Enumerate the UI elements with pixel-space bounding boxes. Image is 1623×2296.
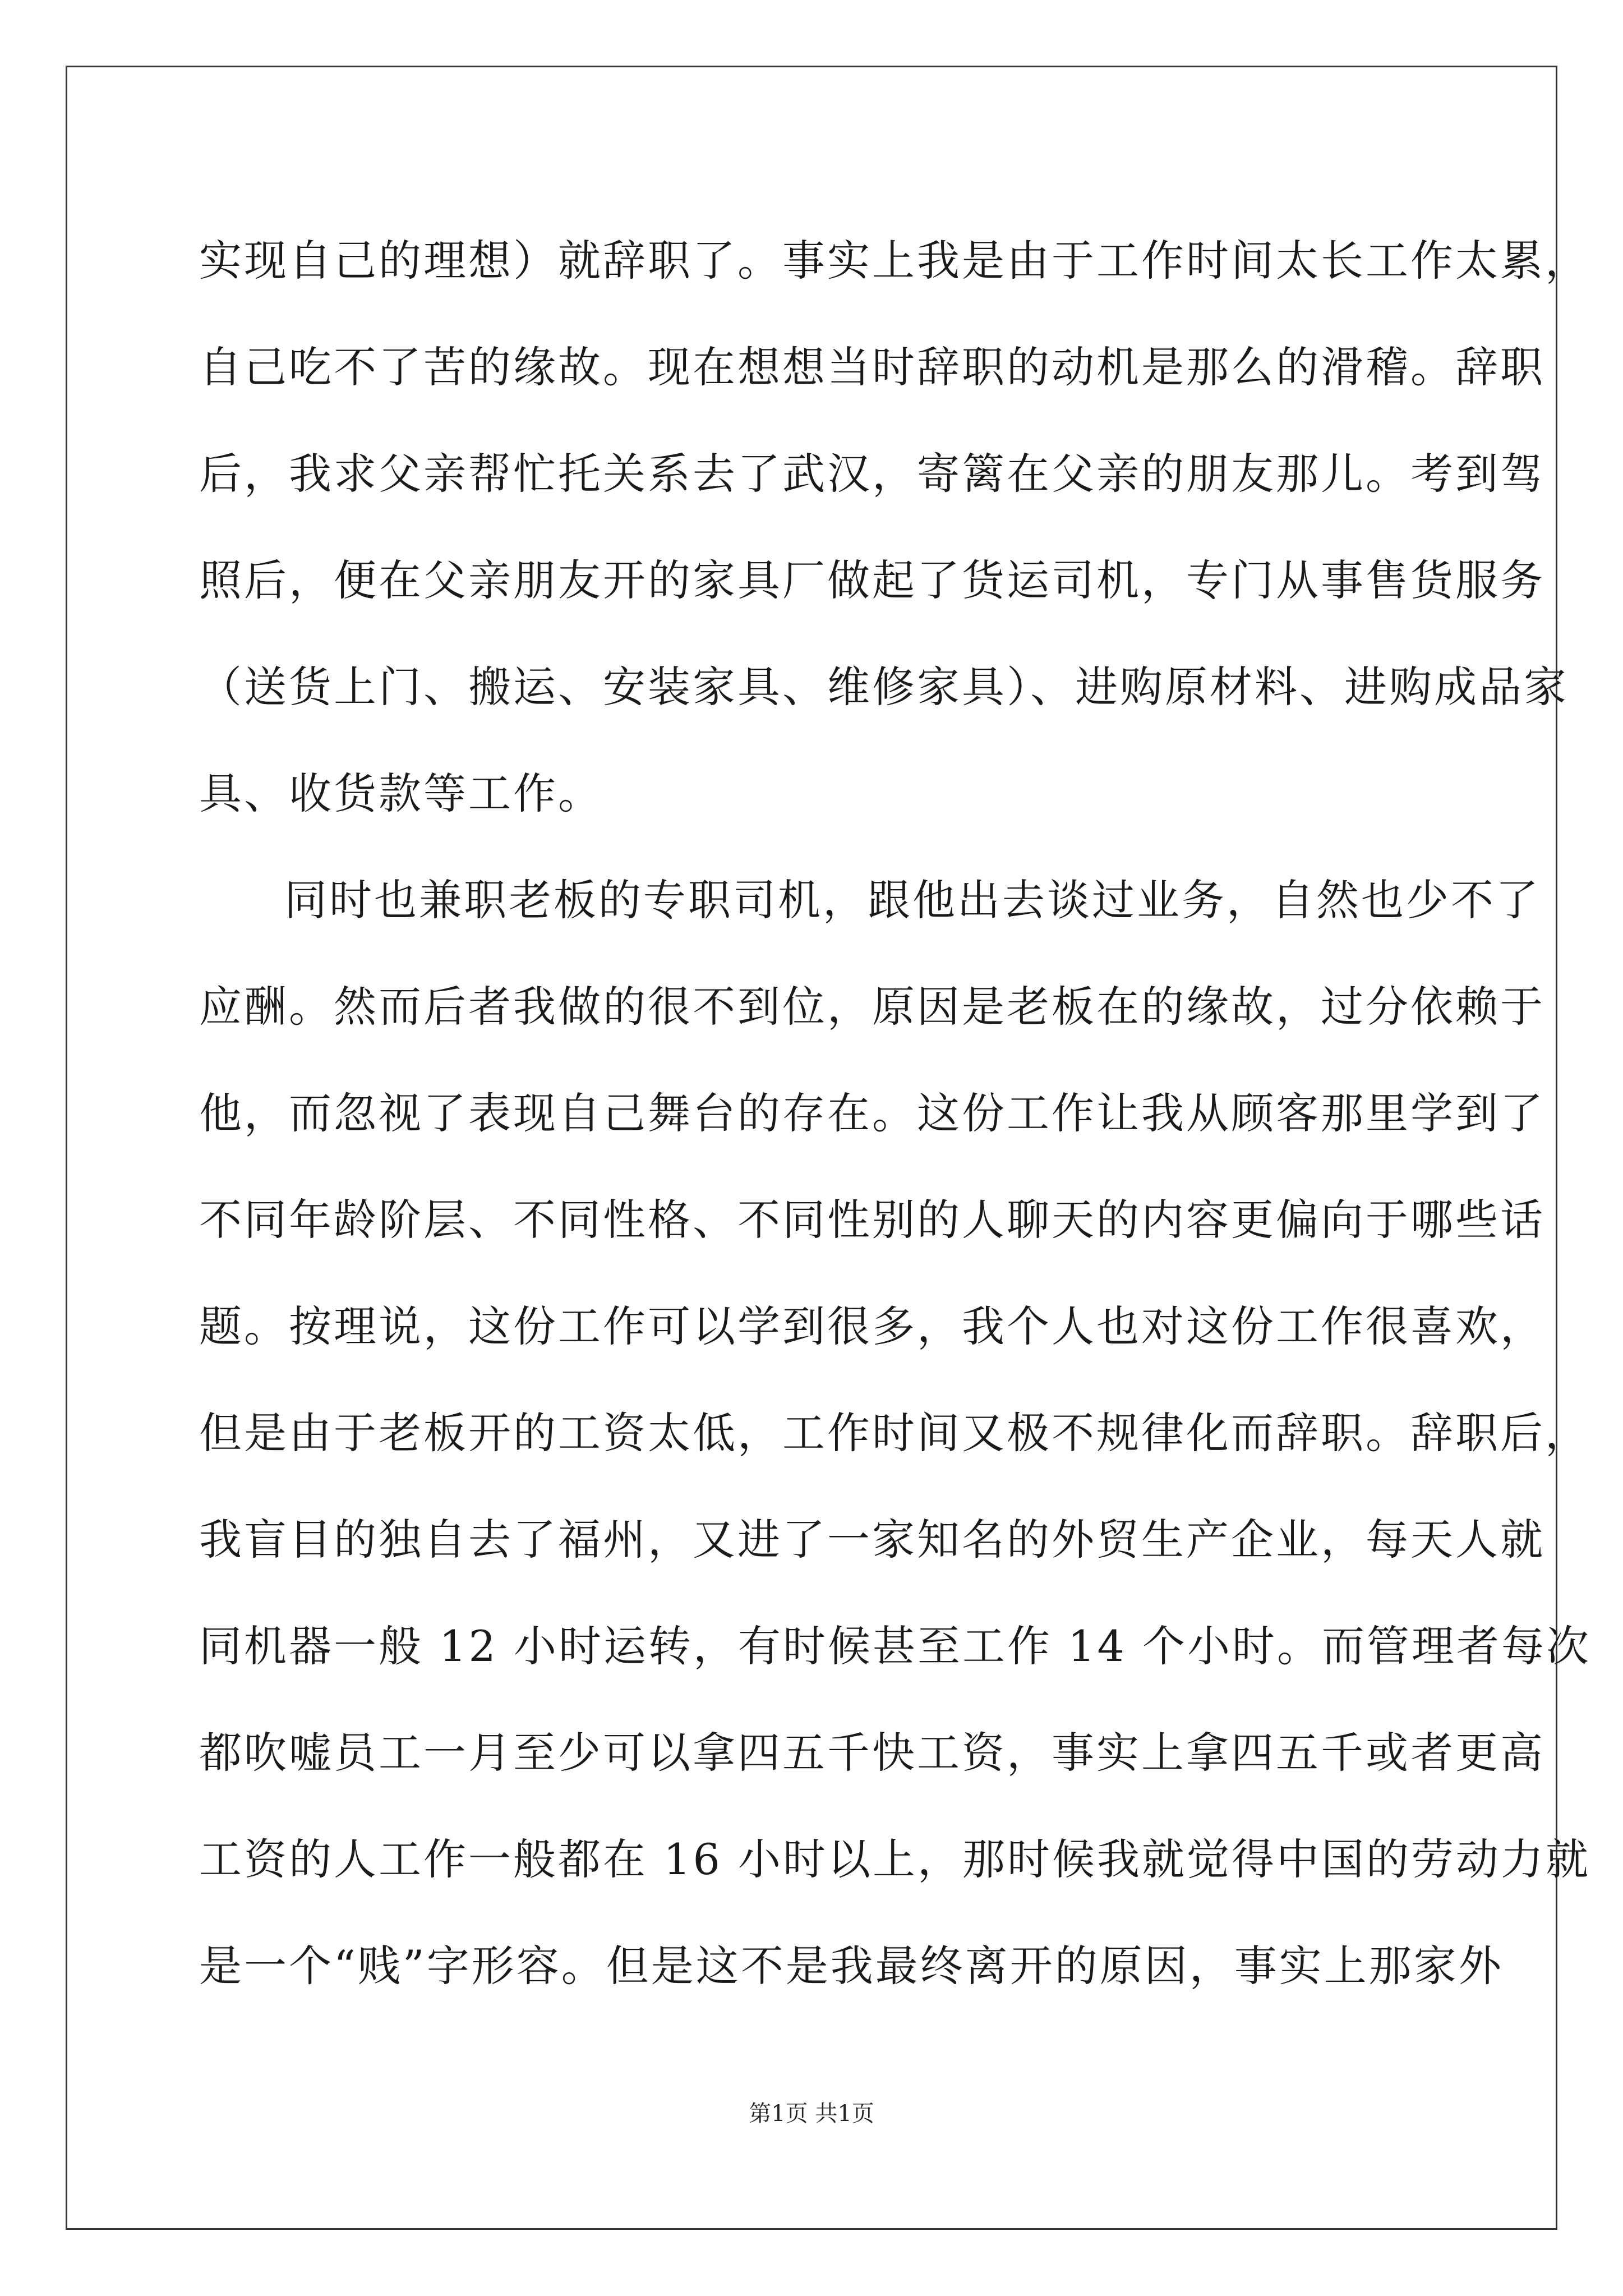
text-line: （送货上门、搬运、安装家具、维修家具）、进购原材料、进购成品家 [199, 662, 1569, 712]
text-line: 自己吃不了苦的缘故。现在想想当时辞职的动机是那么的滑稽。辞职 [199, 342, 1545, 392]
text-line: 是一个“贱”字形容。但是这不是我最终离开的原因，事实上那家外 [199, 1941, 1504, 1991]
text-line: 后，我求父亲帮忙托关系去了武汉，寄篱在父亲的朋友那儿。考到驾 [199, 449, 1545, 499]
text-line: 同机器一般 12 小时运转，有时候甚至工作 14 个小时。而管理者每次 [199, 1621, 1592, 1671]
text-line: 但是由于老板开的工资太低，工作时间又极不规律化而辞职。辞职后， [199, 1408, 1590, 1458]
text-line: 实现自己的理想）就辞职了。事实上我是由于工作时间太长工作太累， [199, 236, 1590, 286]
text-line: 不同年龄阶层、不同性格、不同性别的人聊天的内容更偏向于哪些话 [199, 1195, 1545, 1245]
text-line: 具、收货款等工作。 [199, 769, 603, 818]
page-footer: 第1页 共1页 [749, 2101, 874, 2127]
text-line: 应酬。然而后者我做的很不到位，原因是老板在的缘故，过分依赖于 [199, 982, 1545, 1032]
text-line: 他，而忽视了表现自己舞台的存在。这份工作让我从顾客那里学到了 [199, 1088, 1545, 1138]
document-body [199, 208, 1592, 2019]
text-line: 题。按理说，这份工作可以学到很多，我个人也对这份工作很喜欢， [199, 1301, 1545, 1351]
text-line: 我盲目的独自去了福州，又进了一家知名的外贸生产企业，每天人就 [199, 1515, 1545, 1565]
paragraph-start-line: 同时也兼职老板的专职司机，跟他出去谈过业务，自然也少不了 [284, 875, 1541, 925]
text-line: 都吹嘘员工一月至少可以拿四五千快工资，事实上拿四五千或者更高 [199, 1728, 1545, 1778]
text-line: 照后，便在父亲朋友开的家具厂做起了货运司机，专门从事售货服务 [199, 555, 1545, 605]
text-line: 工资的人工作一般都在 16 小时以上，那时候我就觉得中国的劳动力就 [199, 1834, 1591, 1884]
